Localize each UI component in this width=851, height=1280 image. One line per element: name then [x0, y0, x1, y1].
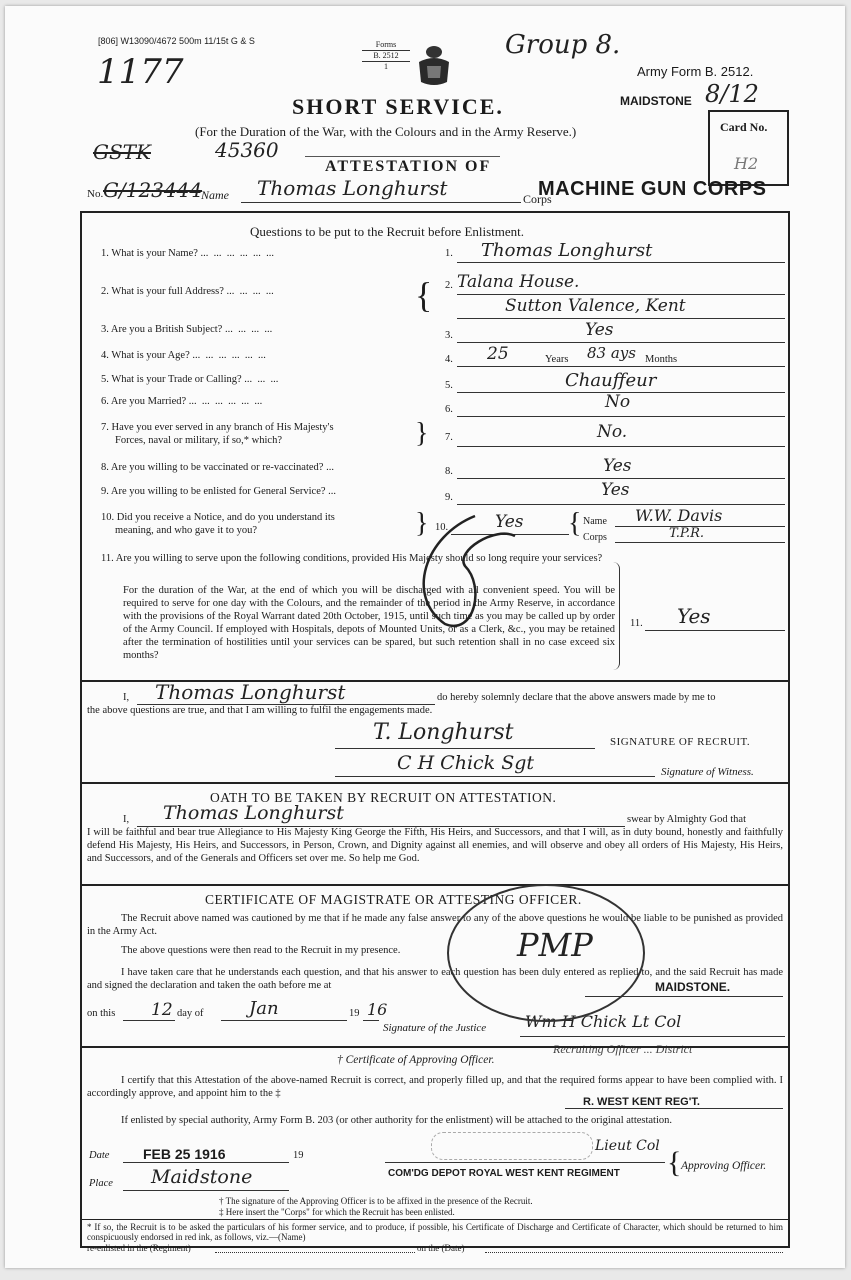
answer-1-num: 1. [445, 248, 453, 259]
question-10: 10. Did you receive a Notice, and do you understand its [101, 512, 335, 523]
struck-number: G/123444 [103, 178, 203, 202]
form-subtitle: (For the Duration of the War, with the Colours and in the Army Reserve.) [195, 124, 577, 139]
name-label: Name [201, 188, 229, 202]
day-of-label: day of [177, 1008, 204, 1019]
printer-code: [806] W13090/4672 500m 11/15t G & S [98, 36, 255, 46]
answer-2-line1: Talana House. [457, 272, 580, 292]
appoint-stamp: R. WEST KENT REG'T. [583, 1096, 700, 1108]
day-line [123, 1020, 175, 1021]
forms-box [362, 40, 410, 72]
place-stamp: MAIDSTONE. [655, 980, 731, 994]
notice-corps-label: Corps [583, 532, 607, 543]
approving-note-1: † The signature of the Approving Officer is to be affixed in the presence of the Recruit. [219, 1196, 533, 1206]
officer-signature-smudge [431, 1132, 593, 1160]
answer-1: Thomas Longhurst [481, 240, 653, 261]
notice-corps-line [615, 542, 785, 543]
answer-1-line [457, 262, 785, 263]
footnote-regiment-line [215, 1252, 415, 1253]
answer-3-num: 3. [445, 330, 453, 341]
justice-label: Signature of the Justice [383, 1022, 487, 1034]
notice-corps-value: T.P.R. [669, 526, 705, 541]
regimental-number: 45360 [215, 138, 279, 162]
approving-note-2: ‡ Here insert the "Corps" for which the Recruit has been enlisted. [219, 1207, 455, 1217]
divider-footnote [80, 1219, 790, 1220]
oath-swear: swear by Almighty God that [627, 814, 746, 825]
brace-7: } [415, 418, 429, 449]
answer-11-num: 11. [630, 618, 643, 629]
day-value: 12 [151, 1000, 173, 1020]
question-9: 9. Are you willing to be enlisted for General Service? ... [101, 486, 337, 497]
declaration-text2: the above questions are true, and that I am willing to fulfil the engagements made. [87, 705, 433, 716]
divider-approving [80, 1046, 790, 1048]
answer-9: Yes [601, 480, 630, 500]
no-label: No. [87, 188, 104, 200]
answer-11: Yes [677, 604, 711, 628]
attestation-form-page [5, 6, 845, 1268]
card-value: H2 [734, 154, 759, 173]
question-1: 1. What is your Name? ... ... ... ... ... ... [101, 248, 275, 259]
circle-initials: PMP [517, 926, 593, 964]
form-title: SHORT SERVICE. [292, 94, 504, 119]
declaration-name: Thomas Longhurst [155, 680, 346, 704]
month-line [221, 1020, 347, 1021]
date-line [123, 1162, 289, 1163]
declaration-text1: do hereby solemnly declare that the above answers made by me to [437, 692, 716, 703]
army-form-number: Army Form B. 2512. [637, 64, 754, 79]
certificate-p3: I have taken care that he understands each question, and that his answer to each question has been duly entered as replied to, and the said Recruit has made and signed the declaration and taken the oath before me at [87, 967, 783, 991]
brace-approving: { [667, 1146, 682, 1179]
footnote-text: * If so, the Recruit is to be asked the particulars of his former service, and to produce, if possible, his Certificate of Discharge and Certificate of Character, which should be returned to him conspicuously endorsed in red ink, as follows, viz.—(Name) [87, 1222, 783, 1242]
answer-4-line [457, 366, 785, 367]
forms-sub: 1 [384, 62, 388, 71]
place-label: Place [89, 1178, 113, 1189]
answer-7-num: 7. [445, 432, 453, 443]
date-19: 19 [293, 1150, 304, 1161]
card-label: Card No. [720, 120, 768, 134]
year-value: 16 [367, 1000, 388, 1019]
answer-6-line [457, 416, 785, 417]
depot-stamp: COM'DG DEPOT ROYAL WEST KENT REGIMENT [388, 1168, 620, 1179]
month-value: Jan [249, 998, 279, 1019]
question-5: 5. What is your Trade or Calling? ... ... ... [101, 374, 279, 385]
brace-2: { [415, 275, 433, 315]
on-this-label: on this [87, 1008, 116, 1019]
card-number-box [708, 110, 789, 186]
questions-heading: Questions to be put to the Recruit before Enlistment. [250, 224, 525, 239]
question-10-cont: meaning, and who gave it to you? [115, 525, 258, 536]
oath-heading: OATH TO BE TAKEN BY RECRUIT ON ATTESTATION. [210, 790, 557, 805]
answer-11-line [645, 630, 785, 631]
date-label: Date [89, 1150, 110, 1161]
notice-name-value: W.W. Davis [635, 506, 723, 525]
approving-p2: If enlisted by special authority, Army Form B. 203 (or other authority for the enlistment) will be attached to the original attestation. [121, 1115, 673, 1126]
appoint-line [565, 1108, 783, 1109]
oath-i: I, [123, 814, 130, 825]
answer-7: No. [597, 422, 628, 442]
question-4: 4. What is your Age? ... ... ... ... ... ... [101, 350, 266, 361]
forms-number: B. 2512 [362, 50, 410, 62]
question-7-cont: Forces, naval or military, if so,* which? [115, 435, 282, 446]
recruiting-stamp: Recruiting Officer ... District [553, 1042, 693, 1056]
question-11-conditions: For the duration of the War, at the end of which you will be discharged with all convenient speed. You will be required to serve for one day with the Colours, and the remainder of the period in the Army Reserve, in accordance with the provisions of the Royal Warrant dated 20th October, 1915, until such time as you may be called up by order of the Army Council. If employed with Hospitals, depots of Mounted Units, or as a Clerk, &c., you may be retained after the termination of hostilities until your services can be spared, but such retention shall in no case exceed six months? [123, 585, 615, 661]
officer-line [385, 1162, 665, 1163]
struck-old-number: GSTK [93, 140, 151, 164]
answer-2-num: 2. [445, 280, 453, 291]
footnote-line2: re-enlisted in the (Regiment) [87, 1243, 191, 1253]
divider-oath [80, 782, 790, 784]
date-note: 8/12 [705, 80, 759, 108]
notice-name-label: Name [583, 516, 607, 527]
approving-p1: I certify that this Attestation of the above-named Recruit is correct, and properly filled up, and that the required forms appear to have been complied with. I accordingly approve, and appoint him to the ‡ [87, 1075, 783, 1099]
declaration-i: I, [123, 692, 130, 703]
brace-11 [613, 562, 620, 670]
answer-6: No [605, 392, 631, 412]
approving-heading: † Certificate of Approving Officer. [337, 1054, 495, 1066]
answer-3-line [457, 342, 785, 343]
oath-name: Thomas Longhurst [163, 802, 344, 824]
answer-5-num: 5. [445, 380, 453, 391]
answer-9-line [457, 504, 785, 505]
year-line [363, 1020, 379, 1021]
answer-4-years: 25 [487, 344, 509, 364]
divider-certificate [80, 884, 790, 886]
place-value: Maidstone [151, 1166, 253, 1188]
answer-8-line [457, 478, 785, 479]
answer-2-line-b [457, 318, 785, 319]
corps-stamp: MACHINE GUN CORPS [538, 178, 767, 200]
group-note: Group 8. [505, 30, 621, 60]
oath-text: I will be faithful and bear true Allegiance to His Majesty King George the Fifth, His Heirs, and Successors, and that I will, as in duty bound, honestly and faithfully defend His Majesty, His Heirs, and Successors, in Person, Crown, and Dignity against all enemies, and will observe and obey all orders of His Majesty, His Heirs, and Successors, and of the Generals and Officers set over me. So help me God. [87, 827, 783, 864]
maidstone-stamp: MAIDSTONE [620, 94, 692, 108]
answer-6-num: 6. [445, 404, 453, 415]
certificate-heading: CERTIFICATE OF MAGISTRATE OR ATTESTING OFFICER. [205, 892, 582, 907]
recruit-signature-line [335, 748, 595, 749]
answer-4-num: 4. [445, 354, 453, 365]
brace-10b: { [568, 508, 582, 539]
recruit-name: Thomas Longhurst [257, 176, 448, 200]
corps-label: Corps [523, 192, 552, 206]
officer-signature: Lieut Col [595, 1138, 660, 1154]
footnote-date-line [485, 1252, 783, 1253]
justice-line [520, 1036, 785, 1037]
answer-7-line [457, 446, 785, 447]
justice-signature: Wm H Chick Lt Col [525, 1012, 682, 1031]
recruit-signature: T. Longhurst [373, 720, 514, 745]
question-11: 11. Are you willing to serve upon the following conditions, provided His Majesty should so long require your services? [101, 553, 603, 564]
answer-10-num: 10. [435, 522, 449, 533]
royal-coat-of-arms-icon [413, 42, 455, 88]
footnote-on-the: on the (Date) [417, 1243, 465, 1253]
certificate-p2: The above questions were then read to the Recruit in my presence. [121, 945, 401, 956]
answer-2-line2: Sutton Valence, Kent [505, 296, 686, 316]
years-label: Years [545, 354, 569, 365]
question-2: 2. What is your full Address? ... ... ... ... [101, 286, 274, 297]
brace-10: } [415, 508, 429, 539]
attestation-heading: ATTESTATION OF [325, 158, 492, 175]
year-prefix: 19 [349, 1008, 360, 1019]
forms-label: Forms [375, 40, 397, 49]
question-6: 6. Are you Married? ... ... ... ... ... ... [101, 396, 263, 407]
handwritten-file-number: 1177 [97, 52, 184, 92]
heading-rule [305, 156, 500, 157]
answer-5: Chauffeur [565, 370, 657, 391]
answer-4-days: 83 ays [587, 344, 636, 362]
recruit-signature-label: SIGNATURE OF RECRUIT. [610, 736, 751, 748]
certificate-p1: The Recruit above named was cautioned by me that if he made any false answer to any of the above questions he would be liable to be punished as provided in the Army Act. [87, 913, 783, 937]
question-3: 3. Are you a British Subject? ... ... ... ... [101, 324, 273, 335]
witness-label: Signature of Witness. [661, 766, 754, 778]
witness-signature-line [335, 776, 655, 777]
approving-label: Approving Officer. [681, 1160, 767, 1172]
question-7: 7. Have you ever served in any branch of His Majesty's [101, 422, 334, 433]
answer-8-num: 8. [445, 466, 453, 477]
date-stamp: FEB 25 1916 [143, 1146, 226, 1162]
name-underline [241, 202, 521, 203]
ink-flourish-icon [405, 506, 545, 636]
place-line-2 [123, 1190, 289, 1191]
answer-2-line-a [457, 294, 785, 295]
answer-3: Yes [585, 320, 614, 340]
answer-10: Yes [495, 512, 524, 532]
answer-9-num: 9. [445, 492, 453, 503]
answer-8: Yes [603, 456, 632, 476]
months-label: Months [645, 354, 678, 365]
question-8: 8. Are you willing to be vaccinated or re-vaccinated? ... [101, 462, 334, 473]
witness-signature: C H Chick Sgt [397, 752, 535, 774]
